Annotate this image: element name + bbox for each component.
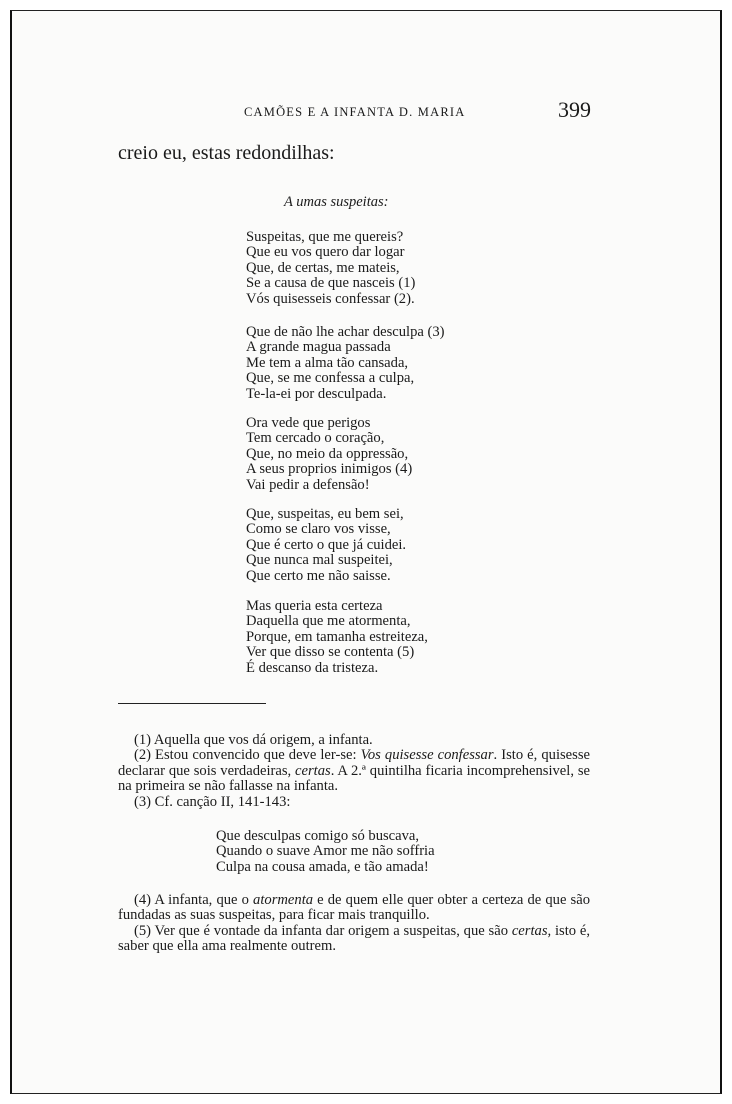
poem-line: Que, se me confessa a culpa,	[246, 370, 415, 387]
footnote-divider	[118, 703, 266, 704]
poem-stanza-4	[246, 507, 406, 584]
quote-line: Culpa na cousa amada, e tão amada!	[216, 858, 429, 875]
footnote-quote	[216, 829, 435, 875]
poem-line: A seus proprios inimigos (4)	[246, 461, 413, 478]
poem-line: É descanso da tristeza.	[246, 659, 379, 676]
poem-stanza-1	[246, 230, 415, 307]
footnote-5: (5) Ver que é vontade da infanta dar origem a suspeitas, que são certas, isto é, saber que ella ama realmente outrem.	[118, 922, 590, 955]
poem-line: Que, suspeitas, eu bem sei,	[246, 506, 404, 522]
poem-line: A grande magua passada	[246, 339, 391, 356]
poem-line: Que eu vos quero dar logar	[246, 244, 405, 261]
poem-stanza-3	[246, 416, 412, 493]
intro-line: creio eu, estas redondilhas:	[118, 142, 335, 164]
footnote-1: (1) Aquella que vos dá origem, a infanta.	[134, 732, 373, 748]
poem-line: Vai pedir a defensão!	[246, 476, 370, 493]
poem-stanza-5	[246, 599, 428, 676]
footnote-4: (4) A infanta, que o atormenta e de quem elle quer obter a certeza de que são fundadas as suas suspeitas, para ficar mais tranquillo.	[118, 892, 591, 924]
quote-line: Que desculpas comigo só buscava,	[216, 828, 420, 844]
book-page	[10, 10, 722, 1094]
poem-line: Te-la-ei por desculpada.	[246, 385, 387, 402]
poem-title: A umas suspeitas:	[284, 194, 389, 210]
page-number: 399	[558, 97, 591, 122]
poem-line: Tem cercado o coração,	[246, 430, 385, 447]
poem-line: Ver que disso se contenta (5)	[246, 644, 415, 661]
poem-line: Mas queria esta certeza	[246, 598, 383, 614]
poem-line: Daquella que me atormenta,	[246, 613, 411, 630]
poem-line: Me tem a alma tão cansada,	[246, 354, 409, 371]
poem-line: Que, de certas, me mateis,	[246, 259, 400, 276]
poem-line: Suspeitas, que me quereis?	[246, 229, 404, 245]
footnotes-upper	[118, 733, 590, 810]
poem-line: Que nunca mal suspeitei,	[246, 552, 393, 569]
quote-line: Quando o suave Amor me não soffria	[216, 843, 435, 860]
running-head: CAMÕES E A INFANTA D. MARIA	[244, 105, 466, 119]
poem-line: Que certo me não saisse.	[246, 567, 391, 584]
poem-line: Vós quisesseis confessar (2).	[246, 290, 415, 307]
poem-line: Como se claro vos visse,	[246, 521, 391, 538]
poem-line: Que é certo o que já cuidei.	[246, 536, 407, 553]
poem-stanza-2	[246, 325, 445, 402]
footnote-2: (2) Estou convencido que deve ler-se: Vos quisesse confessar. Isto é, quisesse declarar que sois verdadeiras, certas. A 2.ª quintilha ficaria incomprehensivel, se na primeira se não fallasse na infanta.	[118, 747, 590, 795]
poem-line: Que de não lhe achar desculpa (3)	[246, 324, 445, 340]
poem-line: Porque, em tamanha estreiteza,	[246, 628, 428, 645]
footnote-3: (3) Cf. canção II, 141-143:	[134, 793, 291, 810]
poem-line: Se a causa de que nasceis (1)	[246, 275, 416, 292]
poem-line: Ora vede que perigos	[246, 415, 371, 431]
poem-line: Que, no meio da oppressão,	[246, 445, 409, 462]
footnotes-lower	[118, 893, 590, 955]
